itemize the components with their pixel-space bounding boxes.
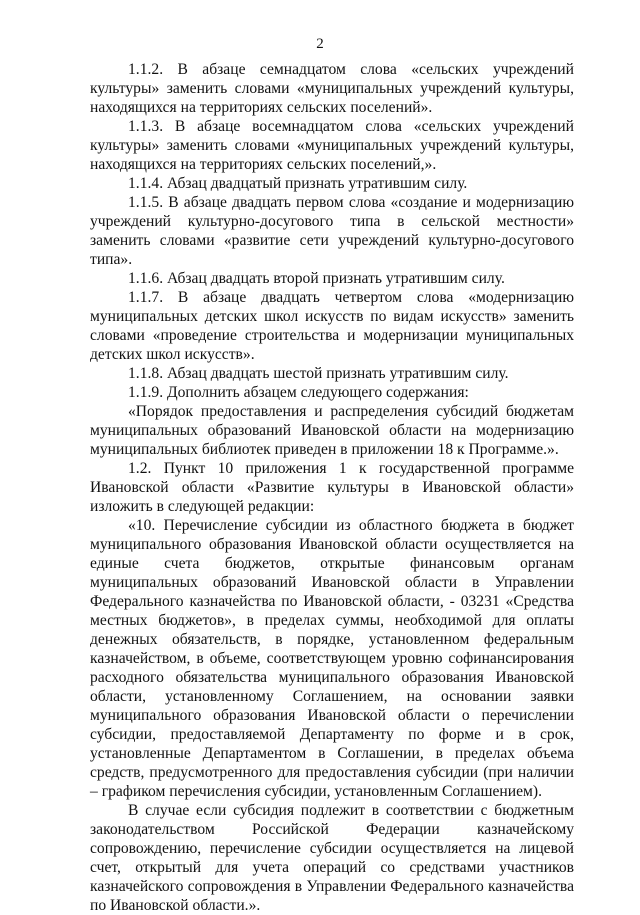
paragraph-1-1-7: 1.1.7. В абзаце двадцать четвертом слова «модернизацию муниципальных детских школ искусств по видам искусств» заменить словами «проведение строительства и модернизации муниципальных детских школ искусств». (90, 289, 574, 363)
paragraph-1-2: 1.2. Пункт 10 приложения 1 к государственной программе Ивановской области «Развитие культуры в Ивановской области» изложить в следующей редакции: (90, 460, 574, 515)
paragraph-1-1-5: 1.1.5. В абзаце двадцать первом слова «создание и модернизацию учреждений культурно-досугового типа в сельской местности» заменить словами «развитие сети учреждений культурно-досугового типа». (90, 194, 574, 268)
paragraph-1-1-8: 1.1.8. Абзац двадцать шестой признать утратившим силу. (128, 365, 509, 382)
document-body (90, 60, 574, 915)
paragraph-1-1-3: 1.1.3. В абзаце восемнадцатом слова «сельских учреждений культуры» заменить словами «муниципальных учреждений культуры, находящихся на территориях сельских поселений,». (90, 118, 574, 173)
paragraph-quoted-item-10: «10. Перечисление субсидии из областного бюджета в бюджет муниципального образования Ивановской области осуществляется на единые счета бюджетов, открытые финансовым органам муниципальных образований Ивановской области в Управлении Федерального казначейства по Ивановской области, - 03231 «Средства местных бюджетов», в пределах суммы, необходимой для оплаты денежных обязательств, в порядке, установленном федеральным казначейством, в объеме, соответствующем уровню софинансирования расходного обязательства муниципального образования Ивановской области, установленному Соглашением, на основании заявки муниципального образования Ивановской области о перечислении субсидии, предоставляемой Департаменту по форме и в срок, установленные Департаментом в Соглашении, в пределах объема средств, предусмотренного для предоставления субсидии (при наличии – графиком перечисления субсидии, установленным Соглашением). (90, 517, 574, 800)
paragraph-1-1-2: 1.1.2. В абзаце семнадцатом слова «сельских учреждений культуры» заменить словами «муниципальных учреждений культуры, находящихся на территориях сельских поселений». (90, 61, 574, 116)
page-number: 2 (316, 36, 324, 52)
paragraph-treasury-support: В случае если субсидия подлежит в соответствии с бюджетным законодательством Российской Федерации казначейскому сопровождению, перечисление субсидии осуществляется на лицевой счет, открытый для учета операций со средствами участников казначейского сопровождения в Управлении Федерального казначейства по Ивановской области.». (90, 802, 574, 914)
paragraph-1-1-4: 1.1.4. Абзац двадцатый признать утратившим силу. (128, 175, 468, 192)
paragraph-quoted-order: «Порядок предоставления и распределения субсидий бюджетам муниципальных образований Ивановской области на модернизацию муниципальных библиотек приведен в приложении 18 к Программе.». (90, 403, 574, 458)
paragraph-1-1-6: 1.1.6. Абзац двадцать второй признать утратившим силу. (128, 270, 505, 287)
paragraph-1-1-9: 1.1.9. Дополнить абзацем следующего содержания: (128, 384, 469, 401)
